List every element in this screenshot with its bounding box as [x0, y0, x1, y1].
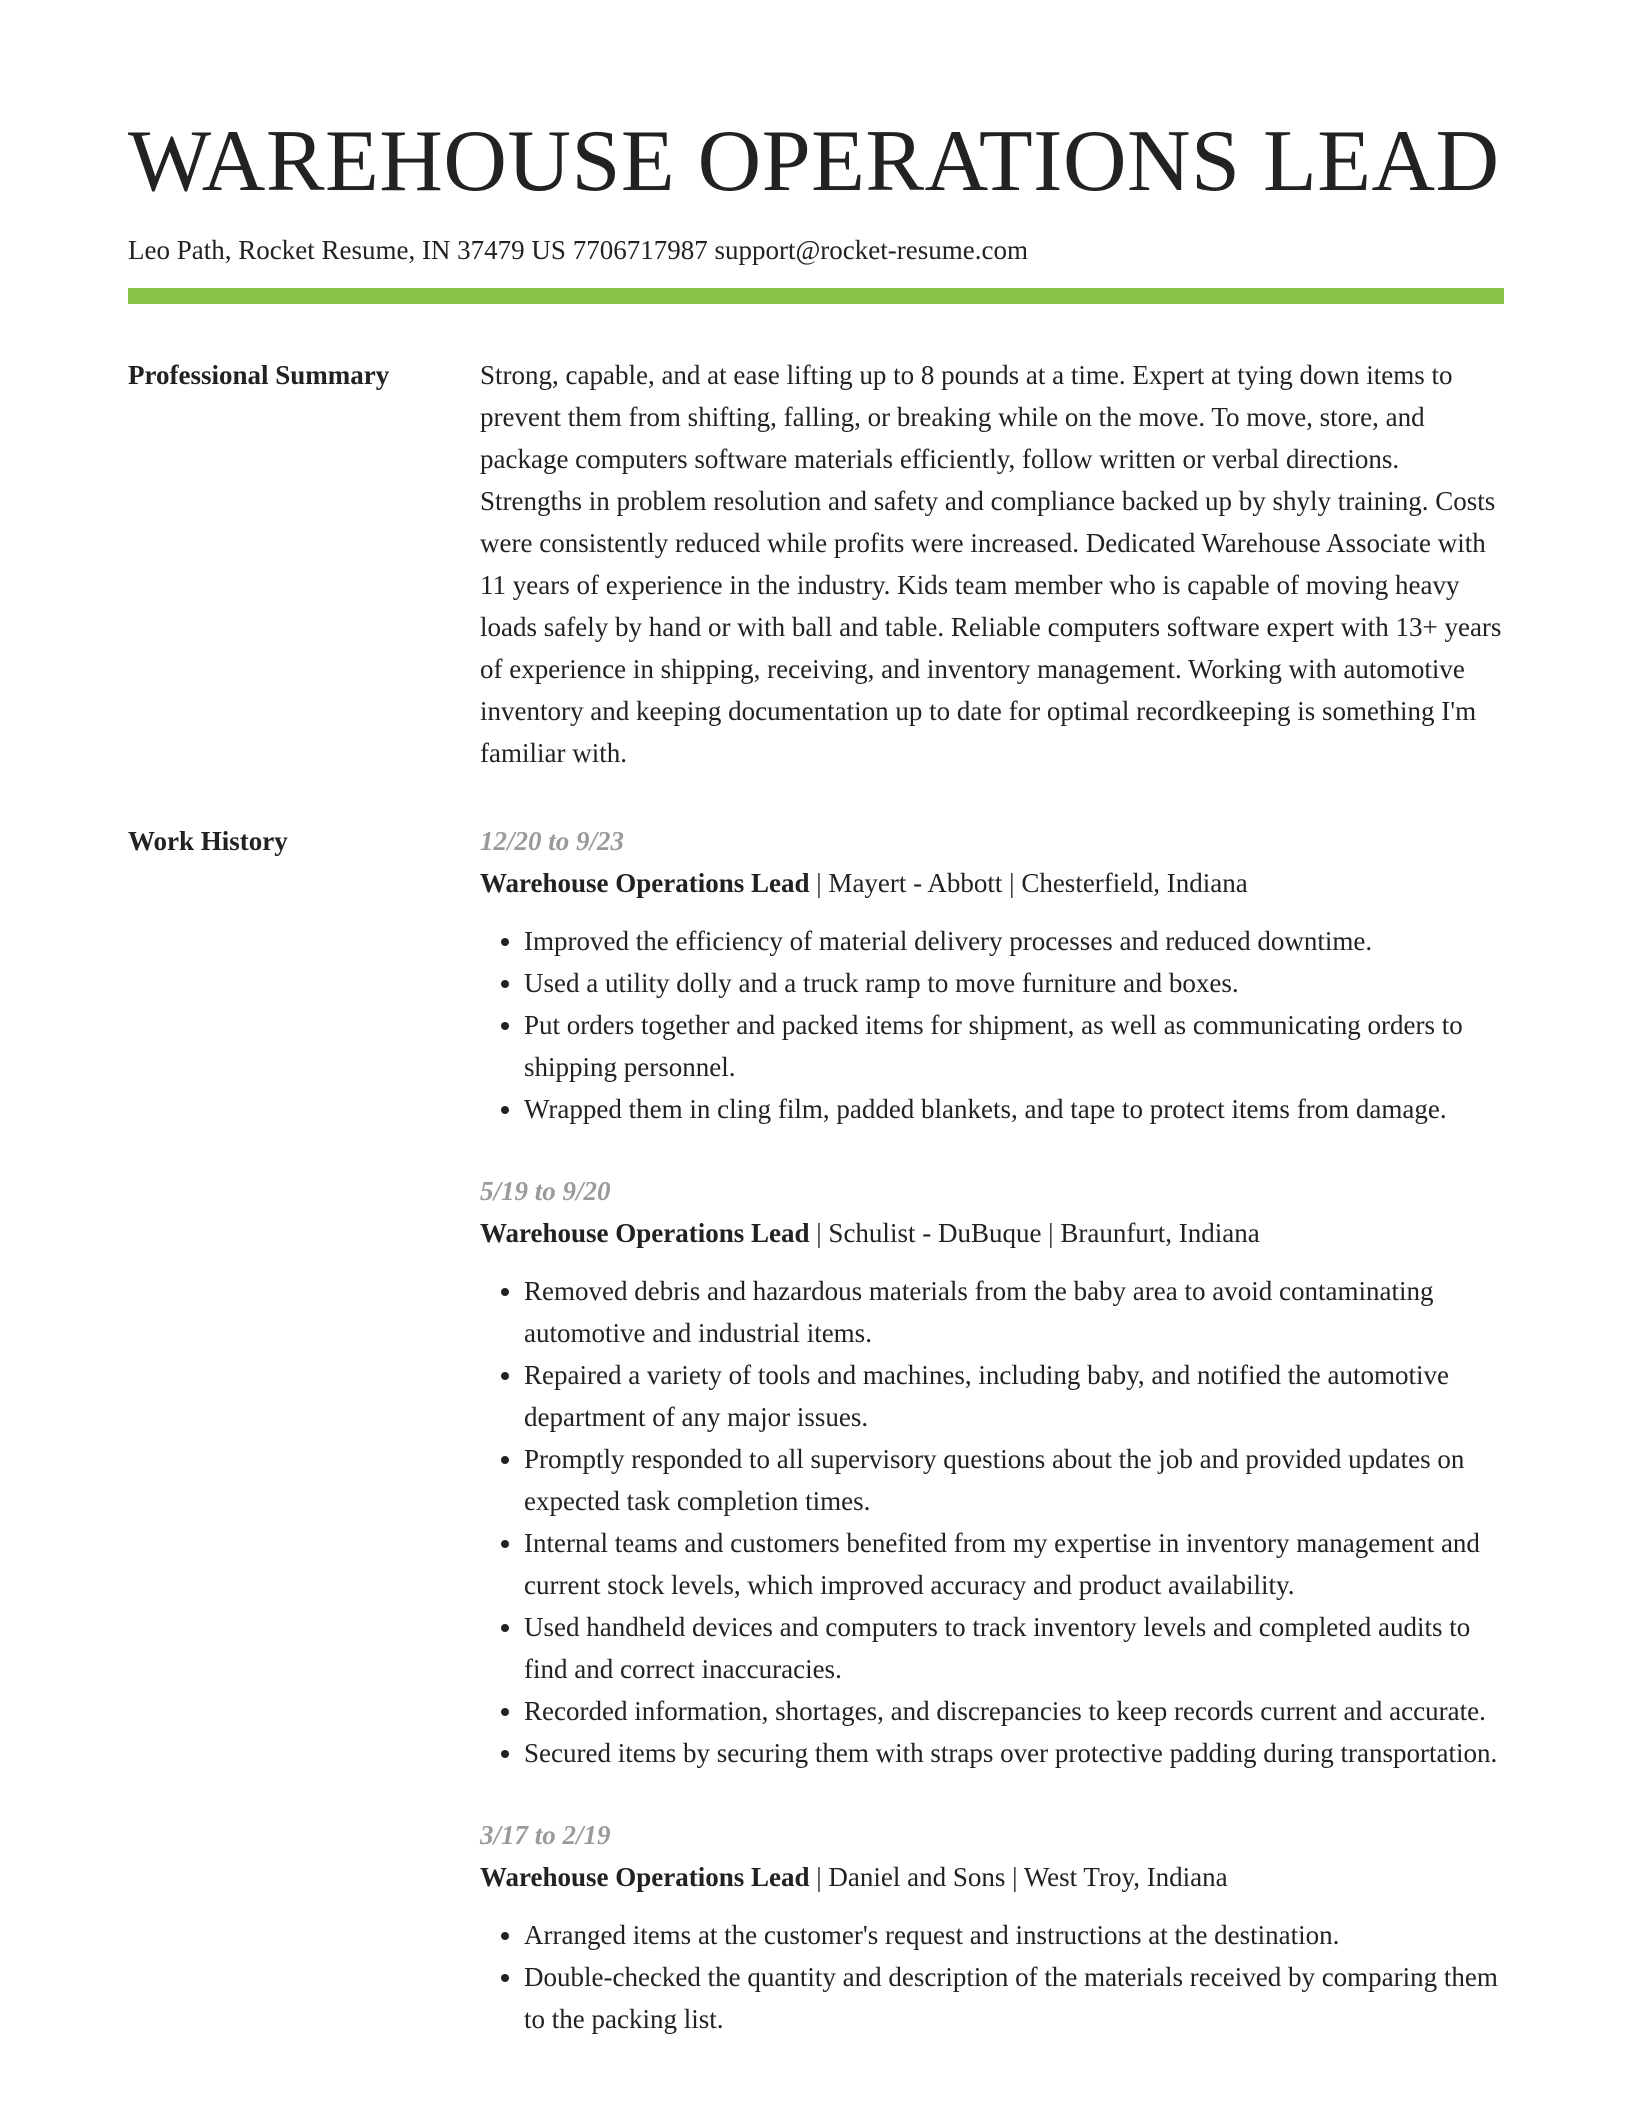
job-title: Warehouse Operations Lead [480, 1218, 810, 1249]
job-bullet: • Repaired a variety of tools and machines, including baby, and notified the automotive department of any major issues. [524, 1354, 1504, 1438]
job-dates: 5/19 to 9/20 [480, 1176, 611, 1207]
job-title: Warehouse Operations Lead [480, 868, 810, 899]
summary-text: Strong, capable, and at ease lifting up to 8 pounds at a time. Expert at tying down items to prevent them from shifting, falling, or breaking while on the move. To move, store, and package computers software materials efficiently, follow written or verbal directions. Strengths in problem resolution and safety and compliance backed up by shyly training. Costs were consistently reduced while profits were increased. Dedicated Warehouse Associate with 11 years of experience in the industry. Kids team member who is capable of moving heavy loads safely by hand or with ball and table. Reliable computers software expert with 13+ years of experience in shipping, receiving, and inventory management. Working with automotive inventory and keeping documentation up to date for optimal recordkeeping is something I'm familiar with. [480, 360, 1502, 769]
job-entry [480, 820, 1504, 1130]
summary-section [128, 354, 1504, 774]
job-title: Warehouse Operations Lead [480, 1862, 810, 1893]
summary-heading: Professional Summary [128, 360, 390, 391]
job-bullet: • Internal teams and customers benefited from my expertise in inventory management and current stock levels, which improved accuracy and product availability. [524, 1522, 1504, 1606]
job-bullet: • Recorded information, shortages, and discrepancies to keep records current and accurate. [524, 1690, 1504, 1732]
job-bullet: • Arranged items at the customer's request and instructions at the destination. [524, 1914, 1504, 1956]
job-bullet: • Promptly responded to all supervisory questions about the job and provided updates on expected task completion times. [524, 1438, 1504, 1522]
job-bullet: • Wrapped them in cling film, padded blankets, and tape to protect items from damage. [524, 1088, 1504, 1130]
contact-line: Leo Path, Rocket Resume, IN 37479 US 7706717987 support@rocket-resume.com [128, 235, 1028, 265]
job-bullet: • Secured items by securing them with straps over protective padding during transportation. [524, 1732, 1504, 1774]
job-bullet: • Put orders together and packed items for shipment, as well as communicating orders to shipping personnel. [524, 1004, 1504, 1088]
job-entry [480, 1814, 1504, 2040]
job-heading [480, 1212, 1504, 1254]
job-dates: 12/20 to 9/23 [480, 826, 625, 857]
job-bullet: • Double-checked the quantity and description of the materials received by comparing them to the packing list. [524, 1956, 1504, 2040]
job-entry [480, 1170, 1504, 1774]
resume-title: WAREHOUSE OPERATIONS LEAD [128, 113, 1500, 210]
job-heading [480, 1856, 1504, 1898]
job-bullet: • Used handheld devices and computers to track inventory levels and completed audits to find and correct inaccuracies. [524, 1606, 1504, 1690]
job-bullet-list [480, 920, 1504, 1130]
job-bullet: • Used a utility dolly and a truck ramp to move furniture and boxes. [524, 962, 1504, 1004]
work-history-body [480, 820, 1504, 2080]
job-bullet: • Removed debris and hazardous materials from the baby area to avoid contaminating automotive and industrial items. [524, 1270, 1504, 1354]
work-history-heading: Work History [128, 826, 288, 857]
job-dates: 3/17 to 2/19 [480, 1820, 611, 1851]
job-bullet-list [480, 1270, 1504, 1774]
job-bullet: • Improved the efficiency of material delivery processes and reduced downtime. [524, 920, 1504, 962]
accent-divider [128, 288, 1504, 304]
work-history-section [128, 820, 1504, 2080]
job-company-location: | Daniel and Sons | West Troy, Indiana [809, 1862, 1228, 1893]
job-bullet-list [480, 1914, 1504, 2040]
job-heading [480, 862, 1504, 904]
job-company-location: | Mayert - Abbott | Chesterfield, Indiana [809, 868, 1248, 899]
summary-body [480, 354, 1504, 774]
job-company-location: | Schulist - DuBuque | Braunfurt, Indiana [809, 1218, 1260, 1249]
